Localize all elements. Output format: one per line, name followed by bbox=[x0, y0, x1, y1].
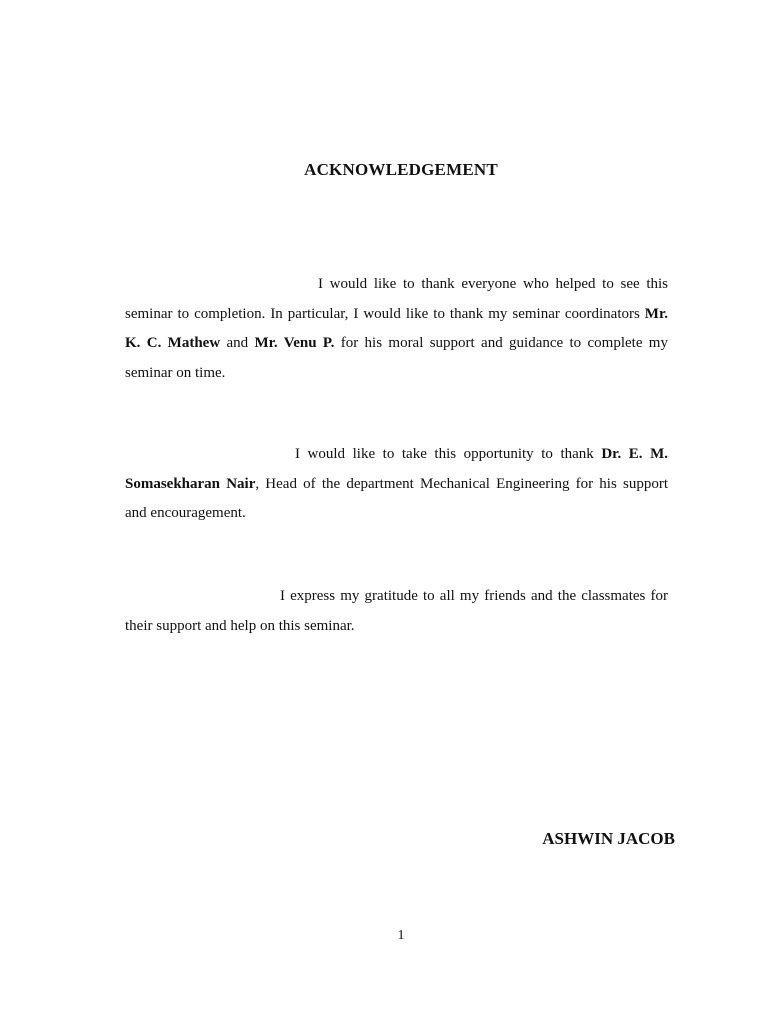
paragraph-text: I express my gratitude to all my friends and the classmates for their support and help on this seminar. bbox=[125, 588, 668, 634]
paragraph-thanks-hod bbox=[125, 440, 668, 529]
signature-name: ASHWIN JACOB bbox=[542, 829, 675, 848]
paragraph-text: I would like to thank everyone who helped to see this seminar to completion. In particular, I would like to thank my seminar coordinators bbox=[125, 276, 668, 322]
paragraph-thanks-coordinators bbox=[125, 270, 668, 388]
paragraph-thanks-friends bbox=[125, 582, 668, 641]
paragraph-text: and bbox=[220, 335, 255, 351]
paragraph-text: for his moral support and guidance to complete my seminar on time. bbox=[125, 335, 668, 381]
page-title: ACKNOWLEDGEMENT bbox=[304, 160, 498, 179]
paragraph-text: I would like to take this opportunity to thank bbox=[295, 446, 602, 462]
coordinator-name: Mr. K. C. Mathew bbox=[125, 305, 668, 351]
hod-name: Dr. E. M. Somasekharan Nair bbox=[125, 446, 668, 492]
page-number: 1 bbox=[397, 928, 405, 943]
paragraph-text: , Head of the department Mechanical Engineering for his support and encouragement. bbox=[125, 475, 669, 521]
coordinator-name: Mr. Venu P. bbox=[254, 335, 335, 351]
